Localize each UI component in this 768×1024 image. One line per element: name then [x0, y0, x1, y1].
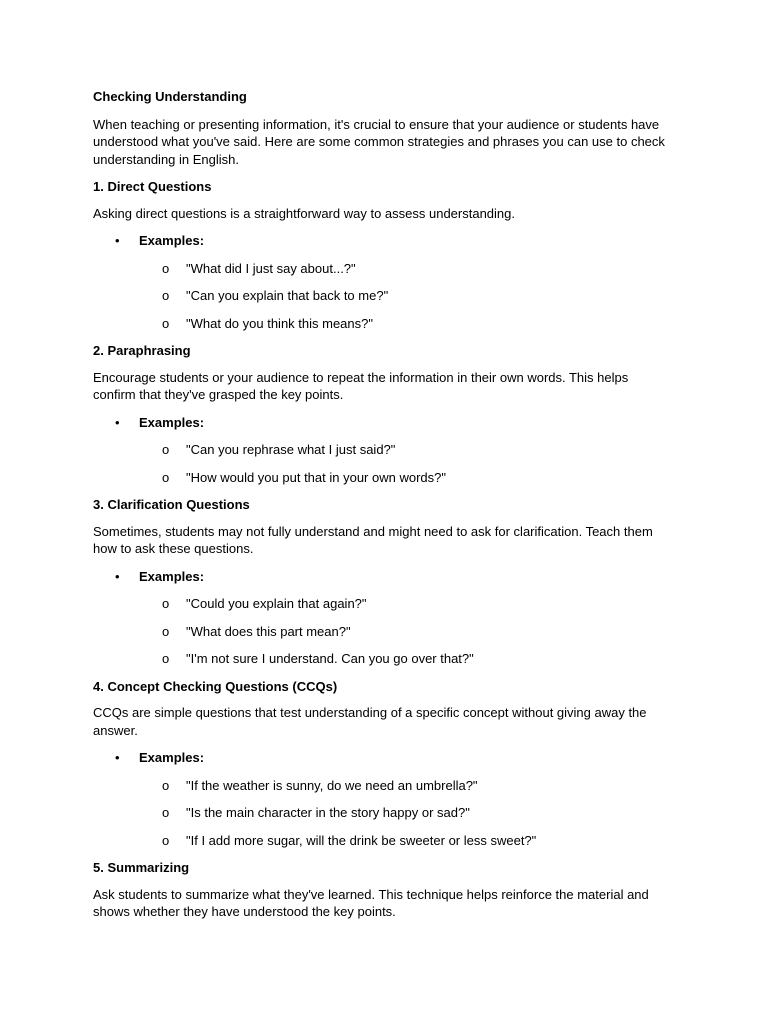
example-text: "What did I just say about...?" [186, 260, 356, 276]
example-list-paraphrasing [93, 441, 672, 486]
bullet-icon: • [115, 750, 120, 765]
example-list-clarification-questions [93, 595, 672, 668]
list-item [93, 260, 672, 278]
section-text-direct-questions: Asking direct questions is a straightforward way to assess understanding. [93, 205, 515, 221]
list-item [93, 469, 672, 487]
examples-item [93, 568, 672, 586]
list-item [93, 441, 672, 459]
example-text: "What do you think this means?" [186, 315, 373, 331]
examples-list [93, 232, 672, 250]
list-item [93, 804, 672, 822]
section-heading-summarizing: 5. Summarizing [93, 860, 190, 875]
sub-bullet-icon: o [162, 288, 170, 303]
example-text: "I'm not sure I understand. Can you go over that?" [186, 651, 474, 666]
example-text: "If I add more sugar, will the drink be sweeter or less sweet?" [186, 832, 537, 848]
sub-bullet-icon: o [162, 260, 170, 276]
sub-bullet-icon: o [162, 623, 170, 639]
example-list-direct-questions [93, 260, 672, 333]
sub-bullet-icon: o [162, 596, 170, 611]
list-item [93, 832, 672, 850]
example-list-ccqs [93, 777, 672, 850]
sub-bullet-icon: o [162, 832, 170, 848]
intro-paragraph: When teaching or presenting information, it's crucial to ensure that your audience or students have understood what you've said. Here are some common strategies and phrases you can use to check understanding in English. [93, 116, 665, 167]
bullet-icon: • [115, 233, 120, 248]
example-text: "How would you put that in your own words?" [186, 469, 446, 485]
sub-bullet-icon: o [162, 442, 170, 457]
bullet-icon: • [115, 568, 120, 584]
bullet-icon: • [115, 414, 120, 430]
sub-bullet-icon: o [162, 315, 170, 331]
examples-list [93, 568, 672, 586]
example-text: "Is the main character in the story happy or sad?" [186, 805, 470, 820]
document-title: Checking Understanding [93, 89, 247, 104]
list-item [93, 315, 672, 333]
list-item [93, 650, 672, 668]
list-item [93, 623, 672, 641]
section-heading-ccqs: 4. Concept Checking Questions (CCQs) [93, 678, 338, 694]
sub-bullet-icon: o [162, 805, 170, 820]
section-text-summarizing: Ask students to summarize what they've learned. This technique helps reinforce the material and shows whether they have understood the key points. [93, 886, 649, 919]
section-text-ccqs: CCQs are simple questions that test understanding of a specific concept without giving away the answer. [93, 705, 647, 738]
section-text-clarification-questions: Sometimes, students may not fully understand and might need to ask for clarification. Teach them how to ask these questions. [93, 523, 653, 556]
example-text: "Can you rephrase what I just said?" [186, 442, 396, 457]
examples-label: Examples: [139, 414, 205, 430]
examples-item [93, 414, 672, 432]
example-text: "Could you explain that again?" [186, 596, 367, 611]
section-heading-paraphrasing: 2. Paraphrasing [93, 343, 191, 358]
example-text: "If the weather is sunny, do we need an umbrella?" [186, 777, 478, 793]
section-text-paraphrasing: Encourage students or your audience to repeat the information in their own words. This helps confirm that they've grasped the key points. [93, 369, 629, 402]
examples-list [93, 414, 672, 432]
examples-list [93, 749, 672, 767]
examples-item [93, 749, 672, 767]
sub-bullet-icon: o [162, 469, 170, 485]
example-text: "What does this part mean?" [186, 623, 351, 639]
list-item [93, 287, 672, 305]
list-item [93, 595, 672, 613]
sub-bullet-icon: o [162, 777, 170, 793]
examples-item [93, 232, 672, 250]
examples-label: Examples: [139, 568, 205, 584]
sub-bullet-icon: o [162, 651, 170, 666]
list-item [93, 777, 672, 795]
examples-label: Examples: [139, 750, 205, 765]
section-heading-direct-questions: 1. Direct Questions [93, 179, 212, 194]
example-text: "Can you explain that back to me?" [186, 288, 389, 303]
section-heading-clarification-questions: 3. Clarification Questions [93, 497, 250, 512]
examples-label: Examples: [139, 233, 205, 248]
